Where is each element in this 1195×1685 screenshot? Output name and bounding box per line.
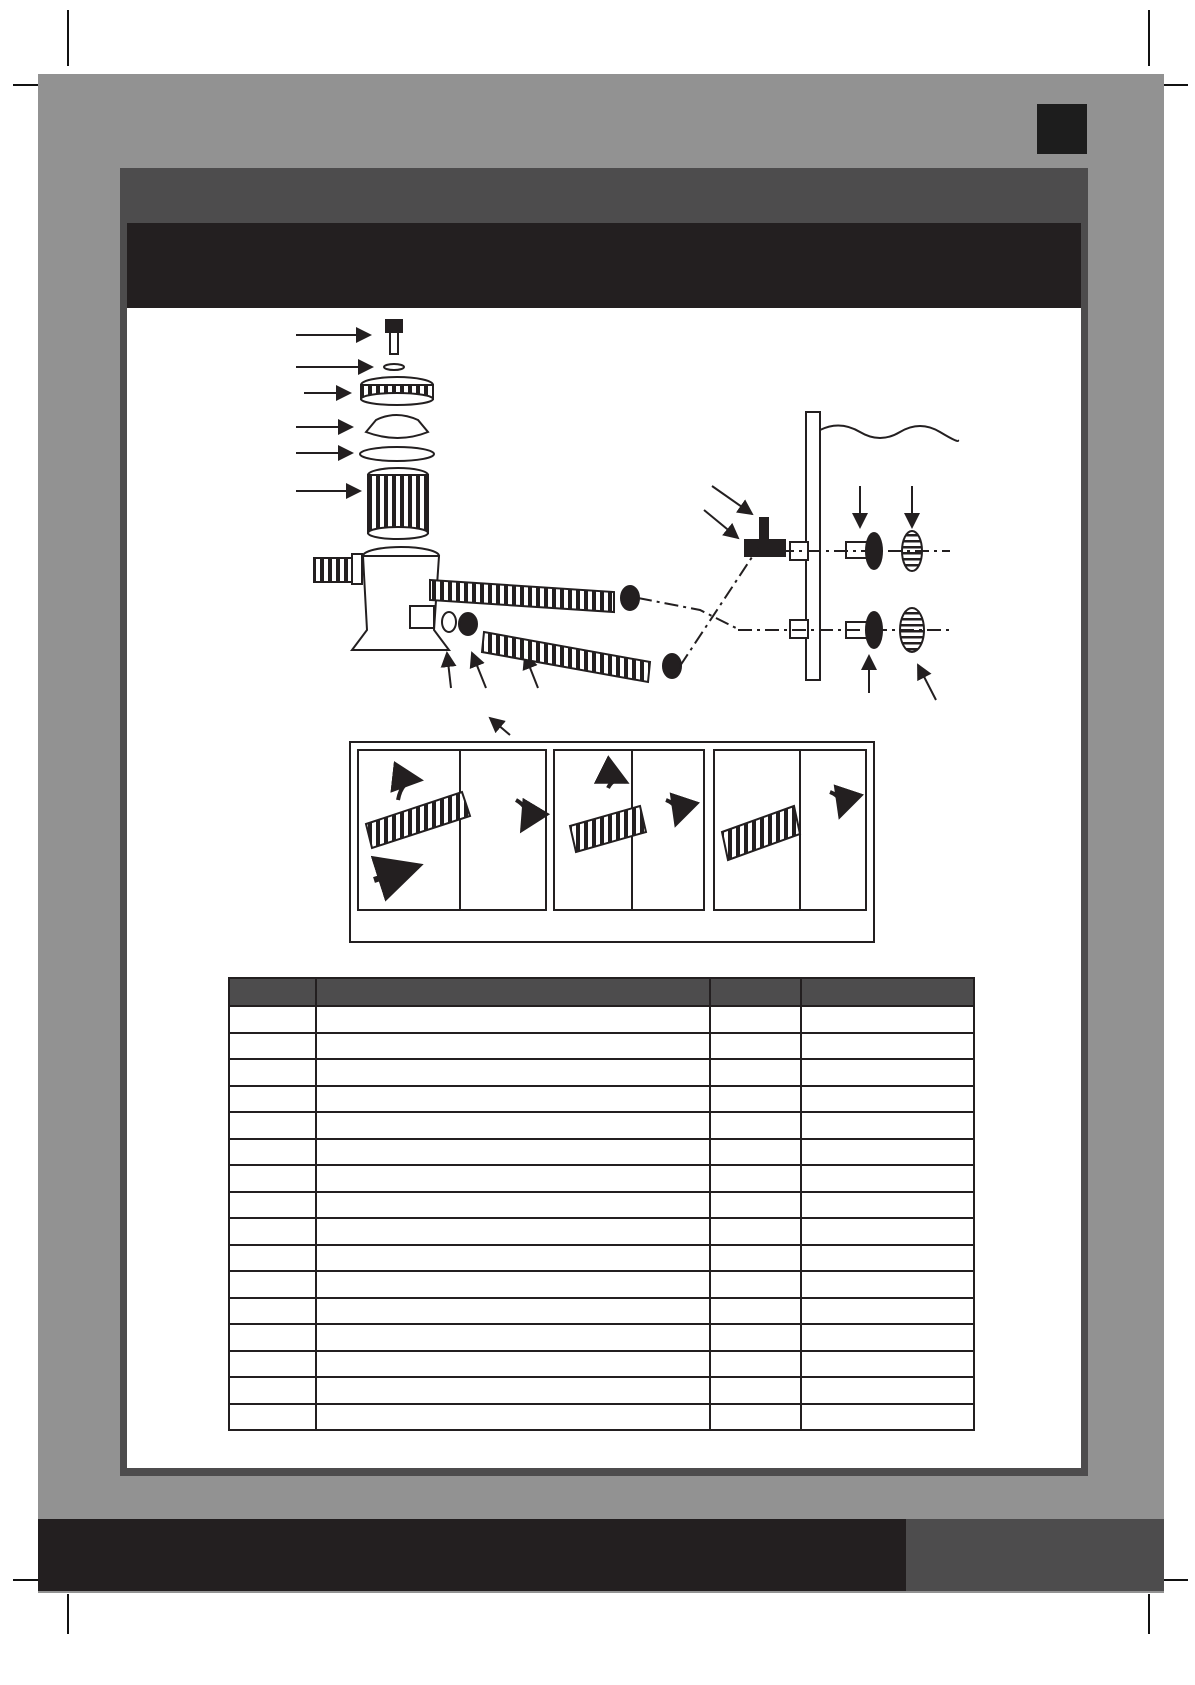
footer-tab (906, 1519, 1164, 1591)
table-cell (710, 1324, 801, 1351)
table-cell (801, 1165, 974, 1192)
table-cell (710, 1351, 801, 1378)
table-row (229, 1086, 974, 1113)
table-cell (229, 1377, 316, 1404)
pool-wall (745, 412, 958, 680)
table-cell (229, 1271, 316, 1298)
table-cell (801, 1324, 974, 1351)
table-cell (710, 1271, 801, 1298)
table-cell (316, 1059, 710, 1086)
table-cell (801, 1271, 974, 1298)
column-header (229, 978, 316, 1006)
table-cell (316, 1324, 710, 1351)
table-cell (801, 1033, 974, 1060)
table-cell (801, 1059, 974, 1086)
table-row (229, 1245, 974, 1272)
table-cell (229, 1192, 316, 1219)
flow-lines (638, 548, 950, 666)
table-cell (710, 1112, 801, 1139)
table-row (229, 1404, 974, 1431)
table-cell (316, 1377, 710, 1404)
table-cell (316, 1165, 710, 1192)
table-cell (710, 1218, 801, 1245)
table-cell (316, 1006, 710, 1033)
table-row (229, 1139, 974, 1166)
table-row (229, 1298, 974, 1325)
table-cell (710, 1033, 801, 1060)
table-cell (801, 1218, 974, 1245)
table-cell (710, 1404, 801, 1431)
table-cell (801, 1351, 974, 1378)
table-row (229, 1006, 974, 1033)
table-row (229, 1033, 974, 1060)
table-cell (710, 1298, 801, 1325)
table-cell (316, 1351, 710, 1378)
table-cell (801, 1192, 974, 1219)
table-cell (229, 1324, 316, 1351)
table-cell (801, 1298, 974, 1325)
table-cell (229, 1059, 316, 1086)
table-cell (229, 1218, 316, 1245)
crop-mark (1148, 1594, 1150, 1634)
page-number-badge (1037, 104, 1087, 154)
table-cell (710, 1086, 801, 1113)
table-row (229, 1377, 974, 1404)
table-cell (710, 1006, 801, 1033)
table-cell (229, 1351, 316, 1378)
table-cell (229, 1404, 316, 1431)
table-cell (710, 1059, 801, 1086)
table-cell (229, 1033, 316, 1060)
parts-list-table (228, 977, 975, 1431)
table-row (229, 1218, 974, 1245)
crop-mark (1148, 10, 1150, 66)
table-cell (229, 1298, 316, 1325)
table-cell (229, 1139, 316, 1166)
footer-band (38, 1519, 906, 1591)
table-row (229, 1324, 974, 1351)
table-cell (229, 1006, 316, 1033)
table-cell (316, 1139, 710, 1166)
table-cell (316, 1086, 710, 1113)
table-row (229, 1351, 974, 1378)
crop-mark (67, 1594, 69, 1634)
column-header (801, 978, 974, 1006)
table-cell (316, 1404, 710, 1431)
table-cell (801, 1086, 974, 1113)
hose-clamp-inset (350, 742, 874, 942)
table-cell (710, 1192, 801, 1219)
table-cell (801, 1404, 974, 1431)
table-cell (316, 1218, 710, 1245)
table-cell (229, 1245, 316, 1272)
table-cell (229, 1112, 316, 1139)
table-cell (316, 1192, 710, 1219)
exploded-parts-diagram (127, 308, 1081, 948)
table-cell (316, 1033, 710, 1060)
table-cell (316, 1271, 710, 1298)
crop-mark (67, 10, 69, 66)
table-cell (710, 1139, 801, 1166)
column-header (710, 978, 801, 1006)
table-cell (710, 1377, 801, 1404)
table-row (229, 1271, 974, 1298)
section-heading-band (127, 223, 1081, 308)
table-row (229, 1112, 974, 1139)
table-cell (710, 1165, 801, 1192)
table-cell (801, 1112, 974, 1139)
table-cell (801, 1139, 974, 1166)
filter-lid-parts (360, 320, 434, 539)
table-cell (316, 1245, 710, 1272)
table-cell (801, 1245, 974, 1272)
table-cell (316, 1112, 710, 1139)
column-header (316, 978, 710, 1006)
table-header-row (229, 978, 974, 1006)
table-cell (801, 1377, 974, 1404)
table-cell (229, 1086, 316, 1113)
table-row (229, 1059, 974, 1086)
table-row (229, 1192, 974, 1219)
table-cell (710, 1245, 801, 1272)
table-cell (316, 1298, 710, 1325)
table-row (229, 1165, 974, 1192)
table-cell (229, 1165, 316, 1192)
table-cell (801, 1006, 974, 1033)
